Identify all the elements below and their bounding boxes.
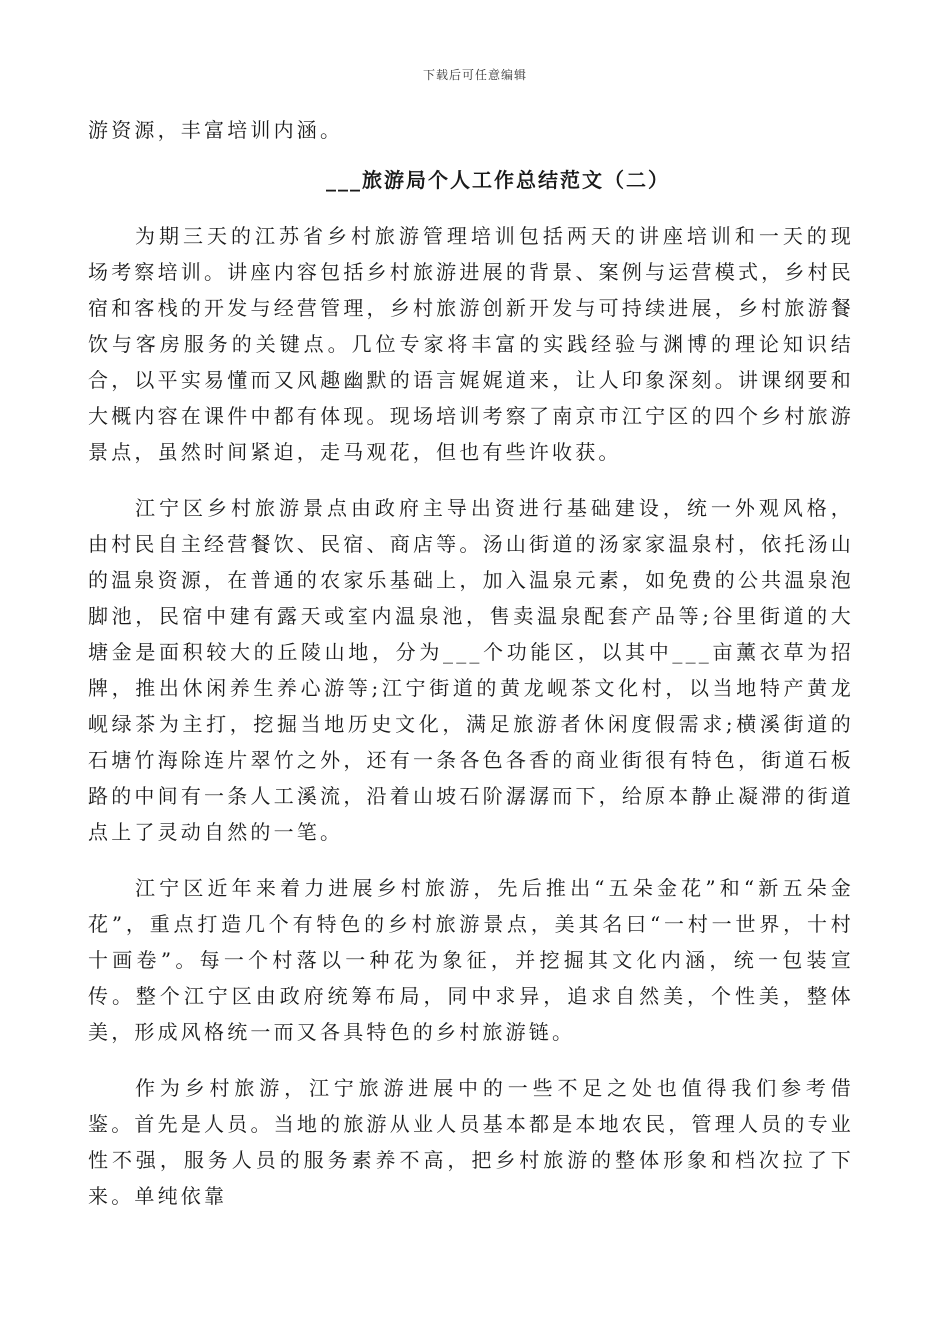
page-header: 下载后可任意编辑 <box>422 68 527 82</box>
paragraph-4: 作为乡村旅游，江宁旅游进展中的一些不足之处也值得我们参考借鉴。首先是人员。当地的旅游从业人员基本都是本地农民，管理人员的专业性不强，服务人员的服务素养不高，把乡村旅游的整体形象和档次拉了下来。单纯依靠 <box>88 1076 854 1208</box>
document-title: ___旅游局个人工作总结范文（二） <box>326 168 670 192</box>
paragraph-2: 江宁区乡村旅游景点由政府主导出资进行基础建设，统一外观风格，由村民自主经营餐饮、民宿、商店等。汤山街道的汤家家温泉村，依托汤山的温泉资源，在普通的农家乐基础上，加入温泉元素，如免费的公共温泉泡脚池，民宿中建有露天或室内温泉池，售卖温泉配套产品等;谷里街道的大塘金是面积较大的丘陵山地，分为___个功能区，以其中___亩薰衣草为招牌，推出休闲养生养心游等;江宁街道的黄龙岘茶文化村，以当地特产黄龙岘绿茶为主打，挖掘当地历史文化，满足旅游者休闲度假需求;横溪街道的石塘竹海除连片翠竹之外，还有一条各色各香的商业街很有特色，街道石板路的中间有一条人工溪流，沿着山坡石阶潺潺而下，给原本静止凝滞的街道点上了灵动自然的一笔。 <box>88 496 854 844</box>
paragraph-1: 为期三天的江苏省乡村旅游管理培训包括两天的讲座培训和一天的现场考察培训。讲座内容包括乡村旅游进展的背景、案例与运营模式，乡村民宿和客栈的开发与经营管理，乡村旅游创新开发与可持续进展，乡村旅游餐饮与客房服务的关键点。几位专家将丰富的实践经验与渊博的理论知识结合，以平实易懂而又风趣幽默的语言娓娓道来，让人印象深刻。讲课纲要和大概内容在课件中都有体现。现场培训考察了南京市江宁区的四个乡村旅游景点，虽然时间紧迫，走马观花，但也有些许收获。 <box>88 224 854 464</box>
paragraph-3: 江宁区近年来着力进展乡村旅游，先后推出“五朵金花”和“新五朵金花”，重点打造几个有特色的乡村旅游景点，美其名曰“一村一世界，十村十画卷”。每一个村落以一种花为象征，并挖掘其文化内涵，统一包装宣传。整个江宁区由政府统筹布局，同中求异，追求自然美，个性美，整体美，形成风格统一而又各具特色的乡村旅游链。 <box>88 876 854 1044</box>
document-body <box>88 112 854 1214</box>
lead-text: 游资源，丰富培训内涵。 <box>88 118 344 142</box>
